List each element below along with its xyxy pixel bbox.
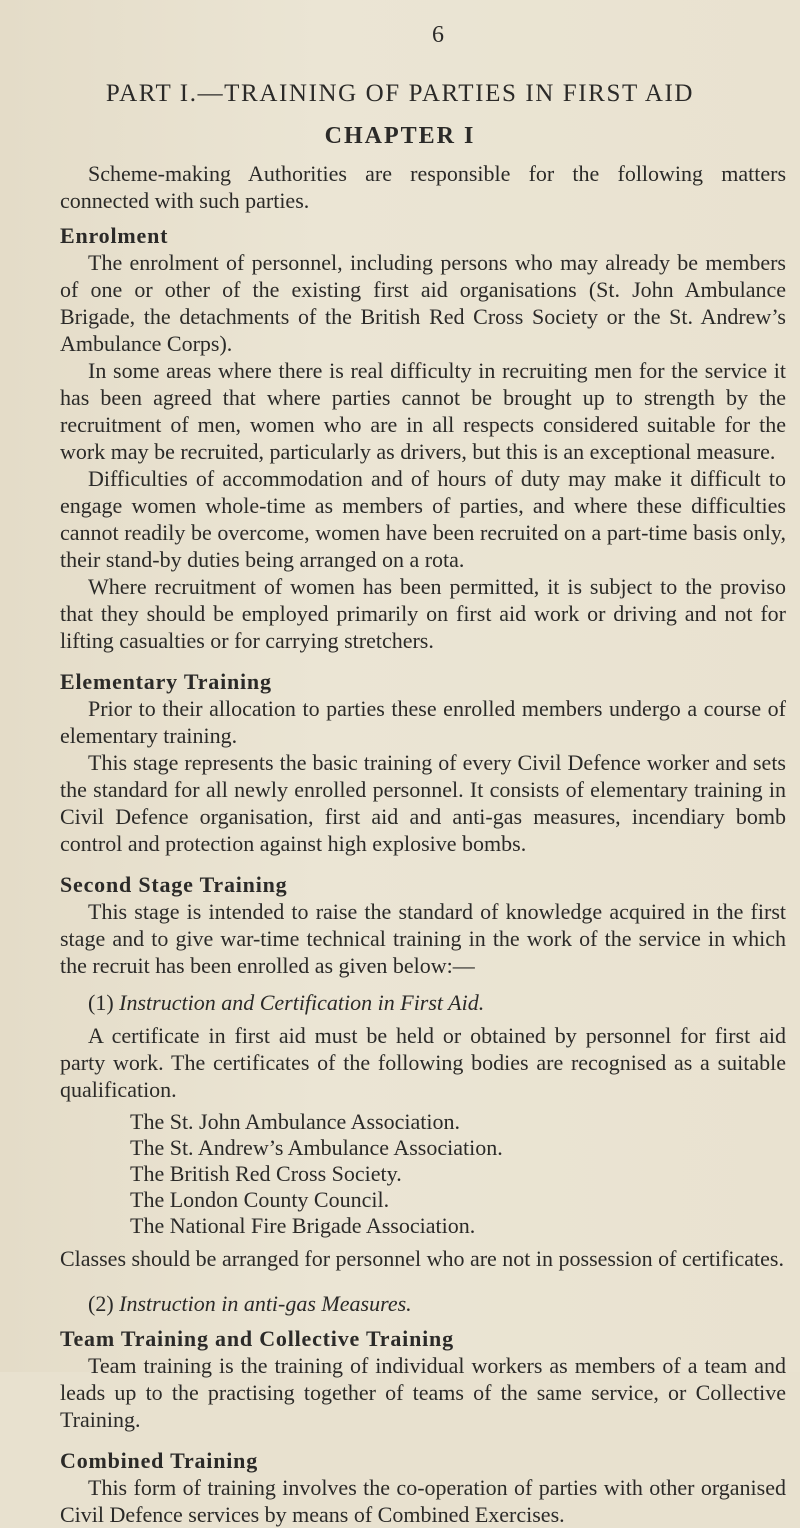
paragraph: Prior to their allocation to parties these enrolled members undergo a course of elementary training.: [60, 696, 786, 748]
paragraph: This stage is intended to raise the standard of knowledge acquired in the first stage and to give war-time technical training in the work of the service in which the recruit has been enrolled as given below:—: [60, 899, 786, 978]
section-heading-combined-training: Combined Training: [60, 1448, 259, 1473]
paragraph: Where recruitment of women has been permitted, it is subject to the proviso that they should be employed primarily on first aid work or driving and not for lifting casualties or for carrying stretchers.: [60, 574, 786, 653]
list-item: The National Fire Brigade Association.: [130, 1213, 476, 1238]
list-item: The St. Andrew’s Ambulance Association.: [130, 1135, 503, 1160]
recognised-bodies-list: [130, 1109, 786, 1239]
section-heading-enrolment: Enrolment: [60, 223, 169, 248]
subheading-number: (2): [88, 1291, 114, 1316]
body-text: [60, 160, 786, 1528]
subheading-anti-gas: [88, 1290, 786, 1317]
intro-paragraph: Scheme-making Authorities are responsible for the following matters connected with such parties.: [60, 161, 786, 213]
part-title: PART I.—TRAINING OF PARTIES IN FIRST AID: [105, 80, 695, 107]
paragraph: Team training is the training of individual workers as members of a team and leads up to the practising together of teams of the same service, or Collective Training.: [60, 1353, 786, 1432]
subheading-first-aid: [88, 989, 786, 1016]
section-heading-second-stage-training: Second Stage Training: [60, 872, 288, 897]
paragraph: This form of training involves the co-operation of parties with other organised Civil Defence services by means of Combined Exercises.: [60, 1475, 786, 1527]
page-number: 6: [432, 22, 444, 48]
list-item: The London County Council.: [130, 1187, 390, 1212]
subheading-title: Instruction and Certification in First Aid.: [119, 990, 485, 1015]
subheading-title: Instruction in anti-gas Measures.: [119, 1291, 412, 1316]
subheading-number: (1): [88, 990, 114, 1015]
paragraph: This stage represents the basic training of every Civil Defence worker and sets the standard for all newly enrolled personnel. It consists of elementary training in Civil Defence organisation, first aid and anti-gas measures, incendiary bomb control and protection against high explosive bombs.: [60, 750, 786, 856]
list-item: The St. John Ambulance Association.: [130, 1109, 460, 1134]
section-heading-team-training: Team Training and Collective Training: [60, 1326, 454, 1351]
chapter-title: CHAPTER I: [324, 123, 476, 149]
paragraph: Difficulties of accommodation and of hours of duty may make it difficult to engage women whole-time as members of parties, and where these difficulties cannot readily be overcome, women have been recruited on a part-time basis only, their stand-by duties being arranged on a rota.: [60, 466, 786, 572]
paragraph: A certificate in first aid must be held or obtained by personnel for first aid party work. The certificates of the following bodies are recognised as a suitable qualification.: [60, 1023, 786, 1102]
paragraph: The enrolment of personnel, including persons who may already be members of one or other of the existing first aid organisations (St. John Ambulance Brigade, the detachments of the British Red Cross Society or the St. Andrew’s Ambulance Corps).: [60, 250, 786, 356]
list-item: The British Red Cross Society.: [130, 1161, 402, 1186]
section-heading-elementary-training: Elementary Training: [60, 669, 272, 694]
paragraph: Classes should be arranged for personnel who are not in possession of certificates.: [60, 1246, 784, 1271]
paragraph: In some areas where there is real difficulty in recruiting men for the service it has been agreed that where parties cannot be brought up to strength by the recruitment of men, women who are in all respects considered suitable for the work may be recruited, particularly as drivers, but this is an exceptional measure.: [60, 358, 786, 464]
